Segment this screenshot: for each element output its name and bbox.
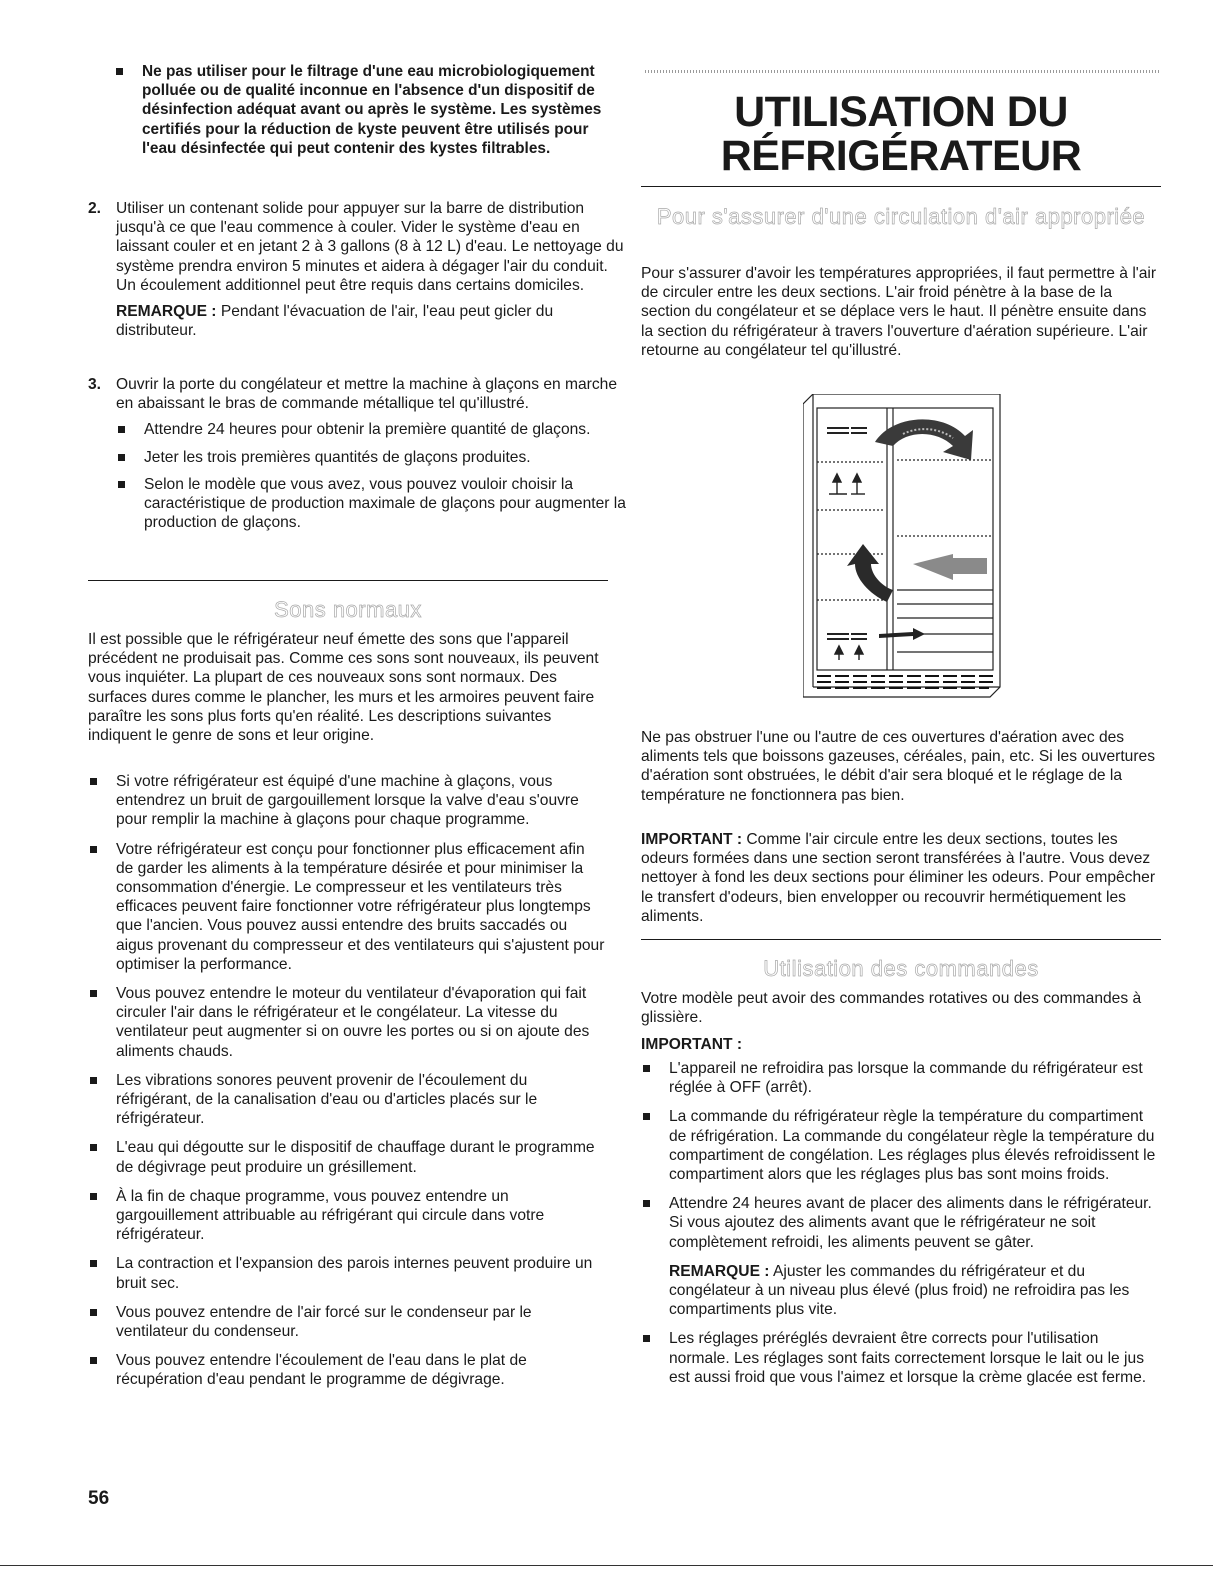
sons-item: Les vibrations sonores peuvent provenir de l'écoulement du réfrigérant, de la canalisation d'eau ou d'articles placés sur le réfrigérateur. [88, 1071, 606, 1129]
step-3-number: 3. [88, 376, 102, 393]
bottom-arrow [847, 544, 893, 602]
title-top-rule [645, 70, 1161, 73]
sons-item: Vous pouvez entendre l'écoulement de l'eau dans le plat de récupération d'eau pendant le programme de dégivrage. [88, 1351, 606, 1389]
warning-bullet: Ne pas utiliser pour le filtrage d'une eau microbiologiquement polluée ou de qualité inconnue en l'absence d'un dispositif de désinfection adéquat avant ou après le système. Les systèmes certifiés pour la réduction de kyste peuvent être utilisés pour l'eau désinfectée qui peut contenir des kystes filtrables. [114, 62, 612, 158]
air-circulation-diagram [803, 394, 1003, 699]
remarque-label-2: REMARQUE : [669, 1262, 770, 1280]
step-3 [88, 375, 632, 532]
sons-item: À la fin de chaque programme, vous pouvez entendre un gargouillement attribuable au réfrigérant qui circule dans votre réfrigérateur. [88, 1187, 606, 1245]
commandes-list [641, 1059, 1161, 1387]
sons-item: Votre réfrigérateur est conçu pour fonctionner plus efficacement afin de garder les aliments à la température désirée et pour minimiser la consommation d'énergie. Le compresseur et les ventilateurs très efficaces peuvent faire fonctionner votre réfrigérateur plus longtemps que l'ancien. Vous pouvez aussi entendre des bruits saccadés ou aigus provenant du compresseur et des ventilateurs qui s'ajustent pour optimiser la performance. [88, 840, 606, 974]
page-number: 56 [88, 1488, 110, 1509]
commandes-item: La commande du réfrigérateur règle la température du compartiment de réfrigération. La commande du congélateur règle la température du compartiment de congélation. Les réglages plus élevés refroidissent le compartiment alors que les réglages plus bas sont moins froids. [641, 1107, 1161, 1184]
remarque-text: Pendant l'évacuation de l'air, l'eau peut gicler du distributeur. [116, 303, 554, 340]
step-2-number: 2. [88, 200, 102, 217]
commandes-item: Les réglages préréglés devraient être corrects pour l'utilisation normale. Les réglages sont faits correctement lorsque le lait ou le jus est aussi froid que vous l'aimez et lorsque la crème glacée est ferme. [641, 1329, 1161, 1387]
important-label: IMPORTANT : [641, 831, 743, 848]
important-odeurs [641, 830, 1161, 926]
control-icons [827, 428, 867, 639]
air-flow-arrows [847, 419, 987, 640]
section-divider [641, 939, 1161, 940]
vent-arrow [879, 628, 925, 640]
sons-item: Vous pouvez entendre le moteur du ventilateur d'évaporation qui fait circuler l'air dans le réfrigérateur et le congélateur. La vitesse du ventilateur peut augmenter si on ouvre les portes ou si on ajoute des aliments chauds. [88, 984, 606, 1061]
title-bottom-rule [641, 186, 1161, 187]
commandes-note [641, 1262, 1161, 1320]
important-label-2: IMPORTANT : [641, 1036, 743, 1053]
commandes-item: Attendre 24 heures avant de placer des aliments dans le réfrigérateur. Si vous ajoutez des aliments avant que le réfrigérateur ne soit complètement refroidi, les aliments peuvent se gâter. [641, 1194, 1161, 1252]
commandes-heading: Utilisation des commandes [763, 956, 1039, 981]
sons-item: L'eau qui dégoutte sur le dispositif de chauffage durant le programme de dégivrage peut produire un grésillement. [88, 1138, 606, 1176]
sons-list [88, 772, 606, 1390]
sons-intro: Il est possible que le réfrigérateur neuf émette des sons que l'appareil précédent ne produisait pas. Comme ces sons sont nouveaux, ils peuvent vous inquiéter. La plupart de ces nouveaux sons sont normaux. Des surfaces dures comme le plancher, les murs et les armoires peuvent faire paraître les sons plus forts qu'en réalité. Les descriptions suivantes indiquent le genre de sons et leur origine. [88, 631, 599, 745]
step-2 [88, 199, 632, 340]
step-2-text: Utiliser un contenant solide pour appuyer sur la barre de distribution jusqu'à ce que l'eau commence à couler. Vider le système d'eau en laissant couler et en jetant 2 à 3 gallons (8 à 12 L) d'eau. Le nettoyage du système prendra environ 5 minutes et aidera à dégager l'air du conduit. Un écoulement additionnel peut être requis dans certains domiciles. [116, 200, 624, 294]
sons-item: Si votre réfrigérateur est équipé d'une machine à glaçons, vous entendrez un bruit de gargouillement lorsque la valve d'eau s'ouvre pour remplir la machine à glaçons pour chaque programme. [88, 772, 606, 830]
air-heading: Pour s'assurer d'une circulation d'air appropriée [656, 204, 1146, 229]
left-arrow [913, 554, 987, 580]
obstruct-text: Ne pas obstruer l'une ou l'autre de ces ouvertures d'aération avec des aliments tels que boissons gazeuses, céréales, pain, etc. Si les ouvertures d'aération sont obstruées, le débit d'air sera bloqué et le réglage de la température ne fonctionnera pas bien. [641, 729, 1155, 804]
section-divider [88, 580, 608, 581]
step-3-bullet: Jeter les trois premières quantités de glaçons produites. [116, 448, 632, 467]
sons-item: La contraction et l'expansion des parois internes peuvent produire un bruit sec. [88, 1254, 606, 1292]
step-3-bullet: Attendre 24 heures pour obtenir la première quantité de glaçons. [116, 420, 632, 439]
remarque-label: REMARQUE : [116, 303, 217, 321]
top-arrow [875, 419, 973, 460]
chapter-title-line-1: UTILISATION DU [734, 88, 1068, 136]
page-bottom-rule [0, 1565, 1213, 1566]
sons-item: Vous pouvez entendre de l'air forcé sur le condenseur par le ventilateur du condenseur. [88, 1303, 606, 1341]
remarque-text-2: Ajuster les commandes du réfrigérateur et du congélateur à un niveau plus élevé (plus froid) ne refroidira pas les compartiments plus vite. [669, 1262, 1130, 1319]
sons-heading: Sons normaux [274, 597, 422, 622]
commandes-item: L'appareil ne refroidira pas lorsque la commande du réfrigérateur est réglée à OFF (arrêt). [641, 1059, 1161, 1097]
chapter-title-line-2: RÉFRIGÉRATEUR [720, 132, 1082, 180]
important-text: Comme l'air circule entre les deux sections, toutes les odeurs formées dans une section seront transférées à l'autre. Vous devez nettoyer à fond les deux sections pour éliminer les odeurs. Pour empêcher le transfert d'odeurs, bien envelopper ou recouvrir hermétiquement les aliments. [641, 831, 1156, 925]
commandes-intro: Votre modèle peut avoir des commandes rotatives ou des commandes à glissière. [641, 990, 1142, 1027]
air-text: Pour s'assurer d'avoir les températures appropriées, il faut permettre à l'air de circuler entre les deux sections. L'air froid pénètre à la base de la section du congélateur et se déplace vers le haut. Il pénètre ensuite dans la section du réfrigérateur à travers l'ouverture d'aération supérieure. L'air retourne au congélateur tel qu'illustré. [641, 265, 1157, 359]
base-grille [817, 676, 993, 688]
step-2-note [116, 302, 632, 340]
step-3-bullet: Selon le modèle que vous avez, vous pouvez vouloir choisir la caractéristique de production maximale de glaçons pour augmenter la production de glaçons. [116, 475, 632, 533]
step-3-text: Ouvrir la porte du congélateur et mettre la machine à glaçons en marche en abaissant le bras de commande métallique tel qu'illustré. [116, 376, 617, 413]
